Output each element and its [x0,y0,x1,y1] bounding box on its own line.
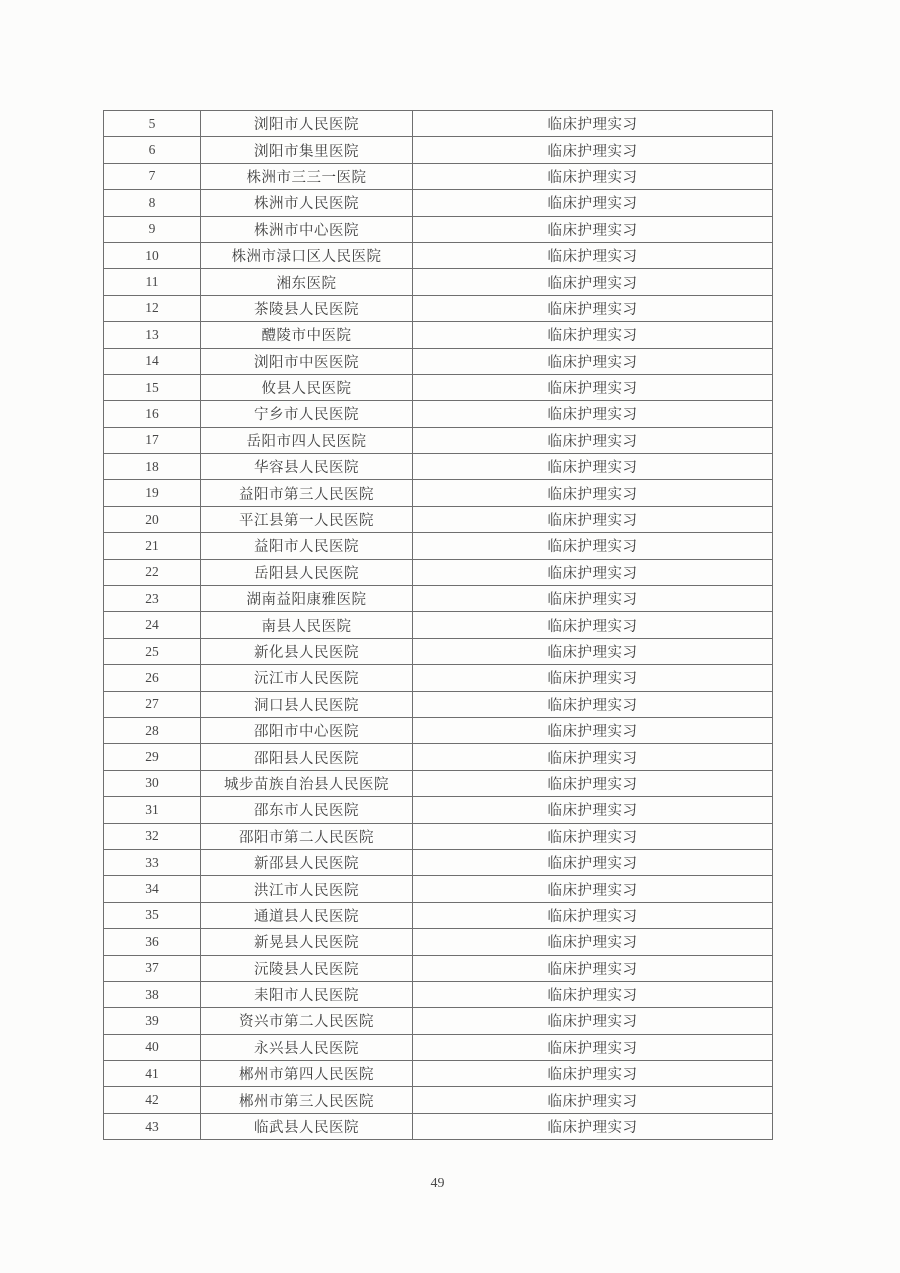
table-row [104,322,773,348]
table-row [104,612,773,638]
table-row [104,902,773,928]
hospital-name-cell: 邵阳市中心医院 [201,717,413,743]
internship-program-cell: 临床护理实习 [413,955,773,981]
table-row [104,480,773,506]
row-number-cell: 17 [104,427,201,453]
hospital-name-cell: 湖南益阳康雅医院 [201,586,413,612]
row-number-cell: 34 [104,876,201,902]
internship-program-cell: 临床护理实习 [413,111,773,137]
internship-program-cell: 临床护理实习 [413,1113,773,1139]
internship-program-cell: 临床护理实习 [413,902,773,928]
table-row [104,163,773,189]
internship-program-cell: 临床护理实习 [413,744,773,770]
table-row [104,717,773,743]
table-row [104,981,773,1007]
row-number-cell: 33 [104,849,201,875]
hospital-name-cell: 浏阳市中医医院 [201,348,413,374]
table-row [104,111,773,137]
page-footer [103,1176,772,1192]
table-row [104,849,773,875]
hospital-name-cell: 华容县人民医院 [201,454,413,480]
internship-program-cell: 临床护理实习 [413,295,773,321]
table-row [104,1061,773,1087]
row-number-cell: 26 [104,665,201,691]
table-row [104,269,773,295]
hospital-name-cell: 益阳市人民医院 [201,533,413,559]
hospital-name-cell: 资兴市第二人民医院 [201,1008,413,1034]
hospital-name-cell: 沅陵县人民医院 [201,955,413,981]
hospital-name-cell: 临武县人民医院 [201,1113,413,1139]
table-row [104,216,773,242]
hospital-name-cell: 邵阳市第二人民医院 [201,823,413,849]
hospital-name-cell: 醴陵市中医院 [201,322,413,348]
table-row [104,348,773,374]
row-number-cell: 18 [104,454,201,480]
table-row [104,295,773,321]
hospital-name-cell: 洞口县人民医院 [201,691,413,717]
row-number-cell: 30 [104,770,201,796]
table-row [104,1113,773,1139]
internship-program-cell: 临床护理实习 [413,480,773,506]
table-body [104,111,773,1140]
row-number-cell: 21 [104,533,201,559]
table-row [104,691,773,717]
row-number-cell: 41 [104,1061,201,1087]
row-number-cell: 12 [104,295,201,321]
table-row [104,454,773,480]
row-number-cell: 25 [104,638,201,664]
table-row [104,876,773,902]
row-number-cell: 31 [104,797,201,823]
table-row [104,427,773,453]
page-number: 49 [430,1176,445,1191]
internship-program-cell: 临床护理实习 [413,190,773,216]
internship-program-cell: 临床护理实习 [413,242,773,268]
internship-program-cell: 临床护理实习 [413,427,773,453]
internship-program-cell: 临床护理实习 [413,1034,773,1060]
hospital-name-cell: 耒阳市人民医院 [201,981,413,1007]
table-row [104,1008,773,1034]
hospital-name-cell: 郴州市第三人民医院 [201,1087,413,1113]
row-number-cell: 37 [104,955,201,981]
row-number-cell: 8 [104,190,201,216]
internship-program-cell: 临床护理实习 [413,454,773,480]
internship-program-cell: 临床护理实习 [413,137,773,163]
internship-program-cell: 临床护理实习 [413,1061,773,1087]
hospital-name-cell: 平江县第一人民医院 [201,506,413,532]
row-number-cell: 5 [104,111,201,137]
row-number-cell: 6 [104,137,201,163]
internship-program-cell: 临床护理实习 [413,506,773,532]
row-number-cell: 39 [104,1008,201,1034]
internship-program-cell: 临床护理实习 [413,401,773,427]
row-number-cell: 42 [104,1087,201,1113]
row-number-cell: 38 [104,981,201,1007]
hospital-name-cell: 邵阳县人民医院 [201,744,413,770]
hospital-name-cell: 湘东医院 [201,269,413,295]
internship-program-cell: 临床护理实习 [413,163,773,189]
internship-program-cell: 临床护理实习 [413,638,773,664]
table-row [104,586,773,612]
internship-program-cell: 临床护理实习 [413,533,773,559]
table-row [104,533,773,559]
row-number-cell: 27 [104,691,201,717]
internship-program-cell: 临床护理实习 [413,797,773,823]
internship-program-cell: 临床护理实习 [413,823,773,849]
table-row [104,190,773,216]
hospital-name-cell: 邵东市人民医院 [201,797,413,823]
row-number-cell: 24 [104,612,201,638]
table-row [104,797,773,823]
row-number-cell: 11 [104,269,201,295]
hospital-name-cell: 南县人民医院 [201,612,413,638]
internship-program-cell: 临床护理实习 [413,1008,773,1034]
hospital-name-cell: 株洲市三三一医院 [201,163,413,189]
hospital-name-cell: 城步苗族自治县人民医院 [201,770,413,796]
internship-program-cell: 临床护理实习 [413,559,773,585]
table-row [104,374,773,400]
internship-program-cell: 临床护理实习 [413,929,773,955]
hospital-name-cell: 郴州市第四人民医院 [201,1061,413,1087]
hospital-name-cell: 株洲市人民医院 [201,190,413,216]
table-row [104,929,773,955]
row-number-cell: 15 [104,374,201,400]
table-row [104,1087,773,1113]
hospital-name-cell: 通道县人民医院 [201,902,413,928]
hospital-name-cell: 永兴县人民医院 [201,1034,413,1060]
row-number-cell: 43 [104,1113,201,1139]
table-row [104,744,773,770]
internship-program-cell: 临床护理实习 [413,981,773,1007]
table-row [104,665,773,691]
table-row [104,955,773,981]
row-number-cell: 35 [104,902,201,928]
table-row [104,242,773,268]
internship-program-cell: 临床护理实习 [413,586,773,612]
internship-program-cell: 临床护理实习 [413,770,773,796]
hospital-name-cell: 浏阳市人民医院 [201,111,413,137]
row-number-cell: 28 [104,717,201,743]
hospital-internship-table [103,110,773,1140]
hospital-name-cell: 宁乡市人民医院 [201,401,413,427]
hospital-name-cell: 沅江市人民医院 [201,665,413,691]
row-number-cell: 22 [104,559,201,585]
row-number-cell: 19 [104,480,201,506]
row-number-cell: 9 [104,216,201,242]
hospital-name-cell: 浏阳市集里医院 [201,137,413,163]
row-number-cell: 10 [104,242,201,268]
row-number-cell: 29 [104,744,201,770]
table-row [104,506,773,532]
table-row [104,401,773,427]
hospital-name-cell: 株洲市中心医院 [201,216,413,242]
hospital-name-cell: 新邵县人民医院 [201,849,413,875]
hospital-name-cell: 岳阳市四人民医院 [201,427,413,453]
row-number-cell: 40 [104,1034,201,1060]
row-number-cell: 14 [104,348,201,374]
row-number-cell: 20 [104,506,201,532]
internship-program-cell: 临床护理实习 [413,612,773,638]
hospital-name-cell: 株洲市渌口区人民医院 [201,242,413,268]
row-number-cell: 32 [104,823,201,849]
row-number-cell: 13 [104,322,201,348]
row-number-cell: 16 [104,401,201,427]
internship-program-cell: 临床护理实习 [413,374,773,400]
internship-program-cell: 临床护理实习 [413,691,773,717]
table-row [104,559,773,585]
internship-program-cell: 临床护理实习 [413,348,773,374]
hospital-name-cell: 洪江市人民医院 [201,876,413,902]
table-row [104,137,773,163]
internship-program-cell: 临床护理实习 [413,216,773,242]
table-row [104,823,773,849]
table-row [104,638,773,664]
table-row [104,770,773,796]
internship-program-cell: 临床护理实习 [413,665,773,691]
hospital-name-cell: 新晃县人民医院 [201,929,413,955]
row-number-cell: 7 [104,163,201,189]
internship-program-cell: 临床护理实习 [413,322,773,348]
row-number-cell: 36 [104,929,201,955]
hospital-name-cell: 攸县人民医院 [201,374,413,400]
hospital-name-cell: 岳阳县人民医院 [201,559,413,585]
hospital-name-cell: 茶陵县人民医院 [201,295,413,321]
hospital-name-cell: 益阳市第三人民医院 [201,480,413,506]
internship-program-cell: 临床护理实习 [413,269,773,295]
row-number-cell: 23 [104,586,201,612]
hospital-name-cell: 新化县人民医院 [201,638,413,664]
internship-program-cell: 临床护理实习 [413,849,773,875]
table-row [104,1034,773,1060]
internship-program-cell: 临床护理实习 [413,1087,773,1113]
internship-program-cell: 临床护理实习 [413,876,773,902]
internship-program-cell: 临床护理实习 [413,717,773,743]
